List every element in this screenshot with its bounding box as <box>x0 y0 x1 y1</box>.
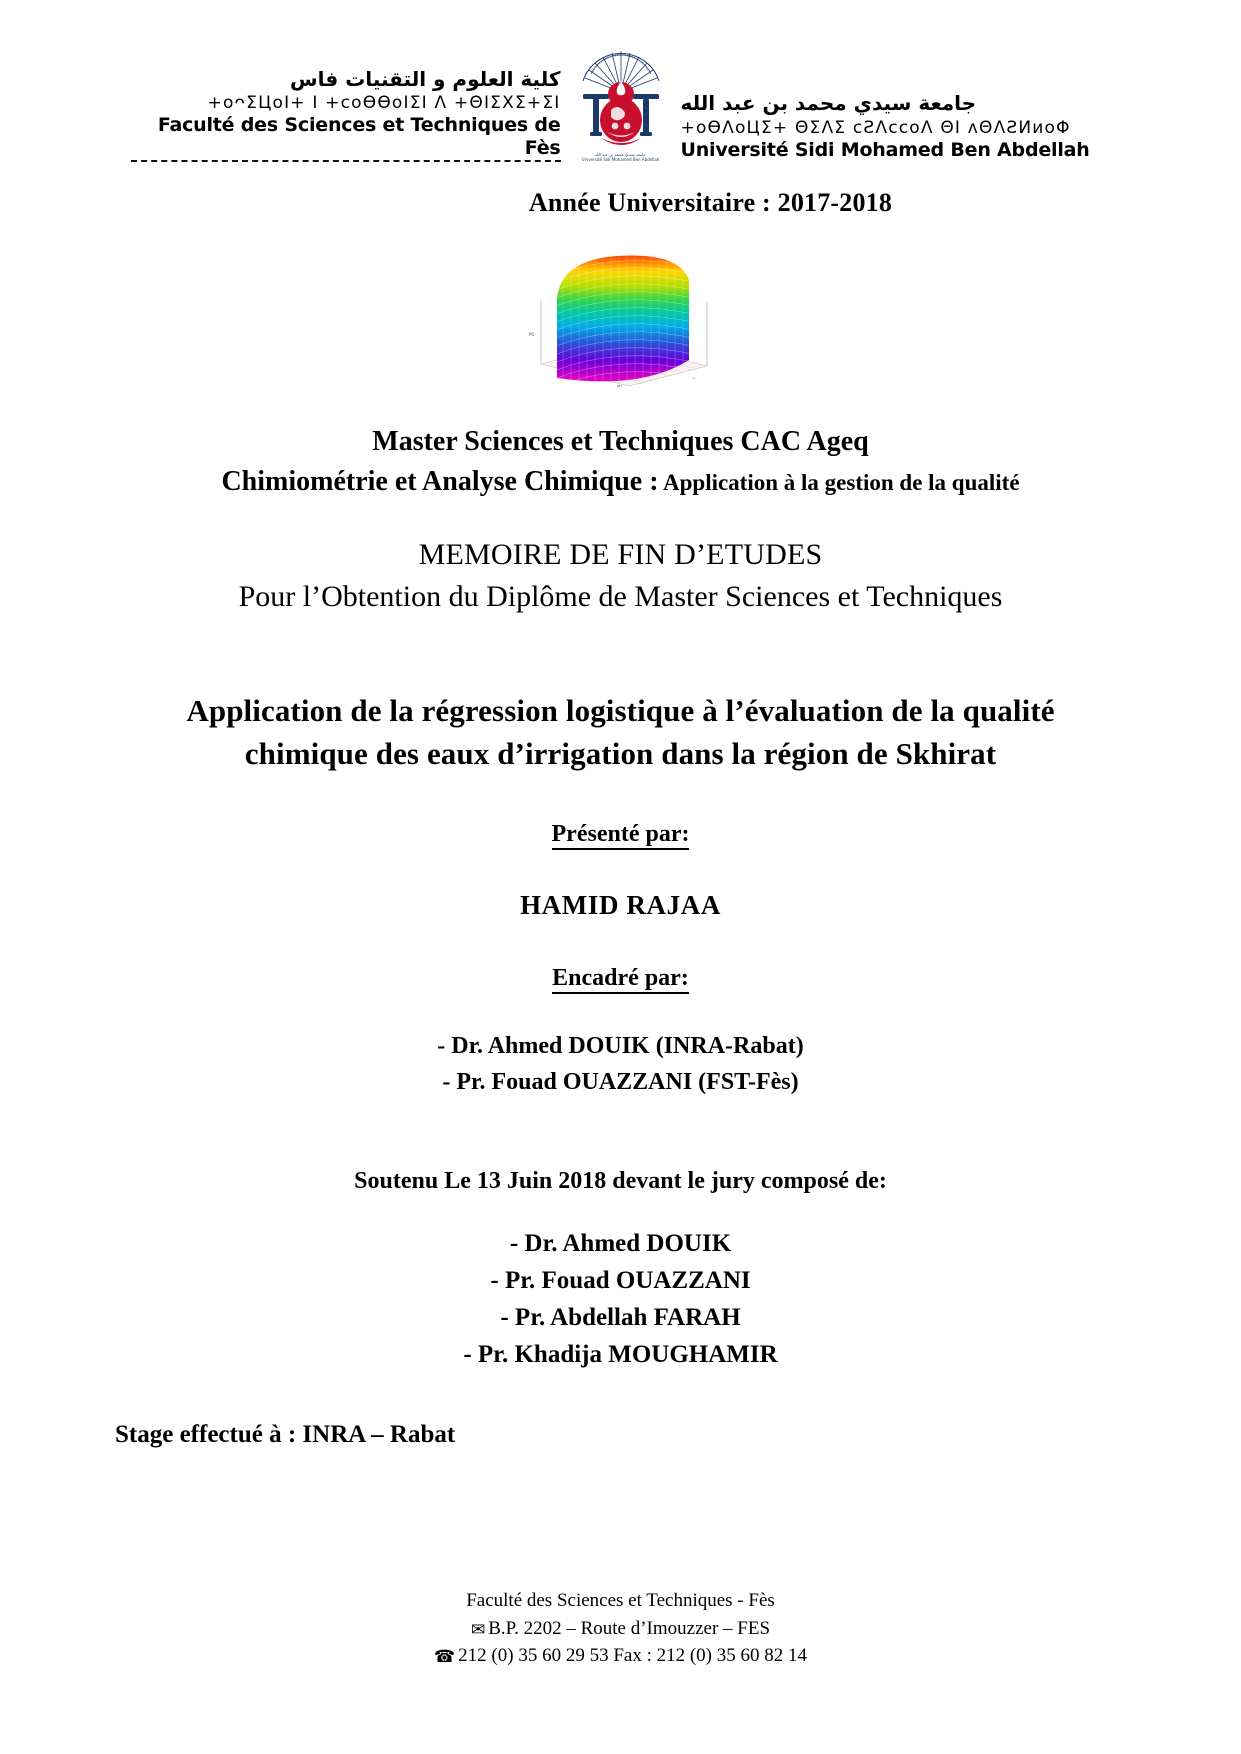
emblem-caption <box>571 152 671 162</box>
jury-member: - Dr. Ahmed DOUIK <box>509 1230 732 1258</box>
thesis-title: Application de la régression logistique à l’évaluation de la qualité chimique des eaux d’irrigation dans la région de Skhirat <box>186 692 1055 771</box>
page-footer <box>0 1587 1241 1670</box>
program-line-2-rest: Application à la gestion de la qualité <box>658 470 1020 496</box>
jury-member: - Pr. Khadija MOUGHAMIR <box>463 1341 778 1369</box>
presented-by-label <box>60 821 1181 848</box>
phone-icon: ☎ <box>433 1647 456 1668</box>
university-emblem-icon <box>571 48 671 160</box>
author-name: HAMID RAJAA <box>520 890 721 921</box>
university-identity-block <box>675 92 1111 162</box>
jury-member: - Pr. Fouad OUAZZANI <box>490 1267 751 1295</box>
figure-container <box>60 240 1181 388</box>
jury-list <box>60 1225 1181 1373</box>
footer-contact-text: 212 (0) 35 60 29 53 Fax : 212 (0) 35 60 82 14 <box>458 1645 808 1667</box>
memoire-line-1: MEMOIRE DE FIN D’ETUDES <box>418 537 823 571</box>
university-name-latin: Université Sidi Mohamed Ben Abdellah <box>680 138 1090 161</box>
page-header <box>60 0 1181 162</box>
footer-address-text: B.P. 2202 – Route d’Imouzzer – FES <box>488 1617 771 1639</box>
faculty-name-tifinagh: +oᴖΣЦoI+ I +ᴄoӨӨoIΣI Λ +ΘIΣXΣ+ΣI <box>207 93 561 114</box>
footer-faculty: Faculté des Sciences et Techniques - Fès <box>466 1590 775 1612</box>
defense-heading: Soutenu Le 13 Juin 2018 devant le jury composé de: <box>354 1168 887 1195</box>
supervised-by-label-text: Encadré par: <box>552 965 689 994</box>
internship-line: Stage effectué à : INRA – Rabat <box>115 1421 456 1449</box>
university-name-tifinagh: +oӨΛoЦΣ+ ΘΣΛΣ ᴄƧΛᴄᴄoΛ ΘI ʌΘΛƧИиoΦ <box>680 117 1071 138</box>
svg-text:pH: pH <box>616 384 622 388</box>
footer-address <box>0 1615 1241 1643</box>
mail-icon: ✉ <box>470 1619 486 1640</box>
university-name-arabic: جامعة سيدي محمد بن عبد الله <box>680 90 977 115</box>
emblem-caption-latin: Université Sidi Mohamed Ben Abdellah <box>581 157 660 162</box>
supervisor-item: - Dr. Ahmed DOUIK (INRA-Rabat) <box>437 1033 804 1060</box>
memoire-line-2: Pour l’Obtention du Diplôme de Master Sciences et Techniques <box>238 580 1003 614</box>
supervisor-list <box>60 1028 1181 1100</box>
faculty-name-arabic: كلية العلوم و التقنيات فاس <box>290 66 561 91</box>
emblem-caption-arabic: جامعة سيدي محمد بن عبد الله <box>595 152 646 157</box>
jury-member: - Pr. Abdellah FARAH <box>500 1304 741 1332</box>
surface-plot-figure <box>521 240 721 388</box>
faculty-identity-block <box>131 68 567 162</box>
supervised-by-label <box>60 965 1181 992</box>
faculty-name-latin: Faculté des Sciences et Techniques de Fès <box>131 114 561 162</box>
svg-text:T: T <box>692 377 695 381</box>
program-line-2-bold: Chimiométrie et Analyse Chimique : <box>221 466 659 498</box>
supervisor-item: - Pr. Fouad OUAZZANI (FST-Fès) <box>442 1069 799 1096</box>
program-line-1: Master Sciences et Techniques CAC Ageq <box>372 426 869 457</box>
svg-text:PO: PO <box>528 332 535 337</box>
program-line-2 <box>60 464 1181 500</box>
footer-contact <box>0 1642 1241 1670</box>
presented-by-label-text: Présenté par: <box>552 821 690 850</box>
academic-year: Année Universitaire : 2017-2018 <box>528 188 893 217</box>
